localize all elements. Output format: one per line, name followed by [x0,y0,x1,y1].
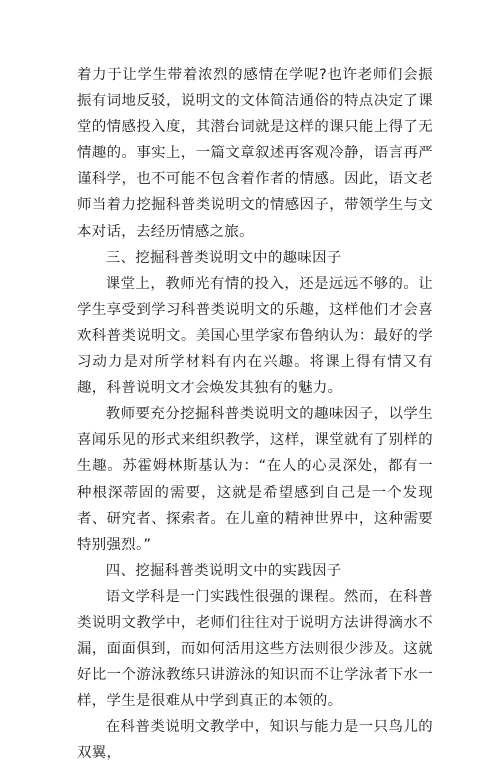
body-paragraph: 语文学科是一门实践性很强的课程。然而，在科普类说明文教学中，老师们往往对于说明方法讲得滴水不漏，面面俱到，而如何活用这些方法则很少涉及。这就好比一个游泳教练只讲游泳的知识而不让学泳者下水一样，学生是很难从中学到真正的本领的。 [77,588,433,710]
body-paragraph: 课堂上，教师光有情的投入，还是远远不够的。让学生享受到学习科普类说明文的乐趣，这样他们才会喜欢科普类说明文。美国心里学家布鲁纳认为：最好的学习动力是对所学材料有内在兴趣。将课上得有情又有趣，科普说明文才会焕发其独有的魅力。 [77,275,433,397]
body-paragraph: 在科普类说明文教学中，知识与能力是一只鸟儿的双翼， [77,719,433,762]
section-heading-3: 三、挖掘科普类说明文中的趣味因子 [105,249,342,266]
section-heading-4: 四、挖掘科普类说明文中的实践因子 [105,562,342,579]
body-paragraph-continuation: 着力于让学生带着浓烈的感情在学呢?也许老师们会振振有词地反驳，说明文的文体简洁通俗的特点决定了课堂的情感投入度，其潜台词就是这样的课只能上得了无情趣的。事实上，一篇文章叙述再客观冷静，语言再严谨科学，也不可能不包含着作者的情感。因此，语文老师当着力挖掘科普类说明文的情感因子，带领学生与文本对话，去经历情感之旅。 [77,67,433,240]
document-body [77,62,433,767]
body-paragraph: 教师要充分挖掘科普类说明文的趣味因子，以学生喜闻乐见的形式来组织教学，这样，课堂就有了别样的生趣。苏霍姆林斯基认为：“在人的心灵深处，都有一种根深蒂固的需要，这就是希望感到自己是一个发现者、研究者、探索者。在儿童的精神世界中，这种需要特别强烈。” [77,406,433,553]
